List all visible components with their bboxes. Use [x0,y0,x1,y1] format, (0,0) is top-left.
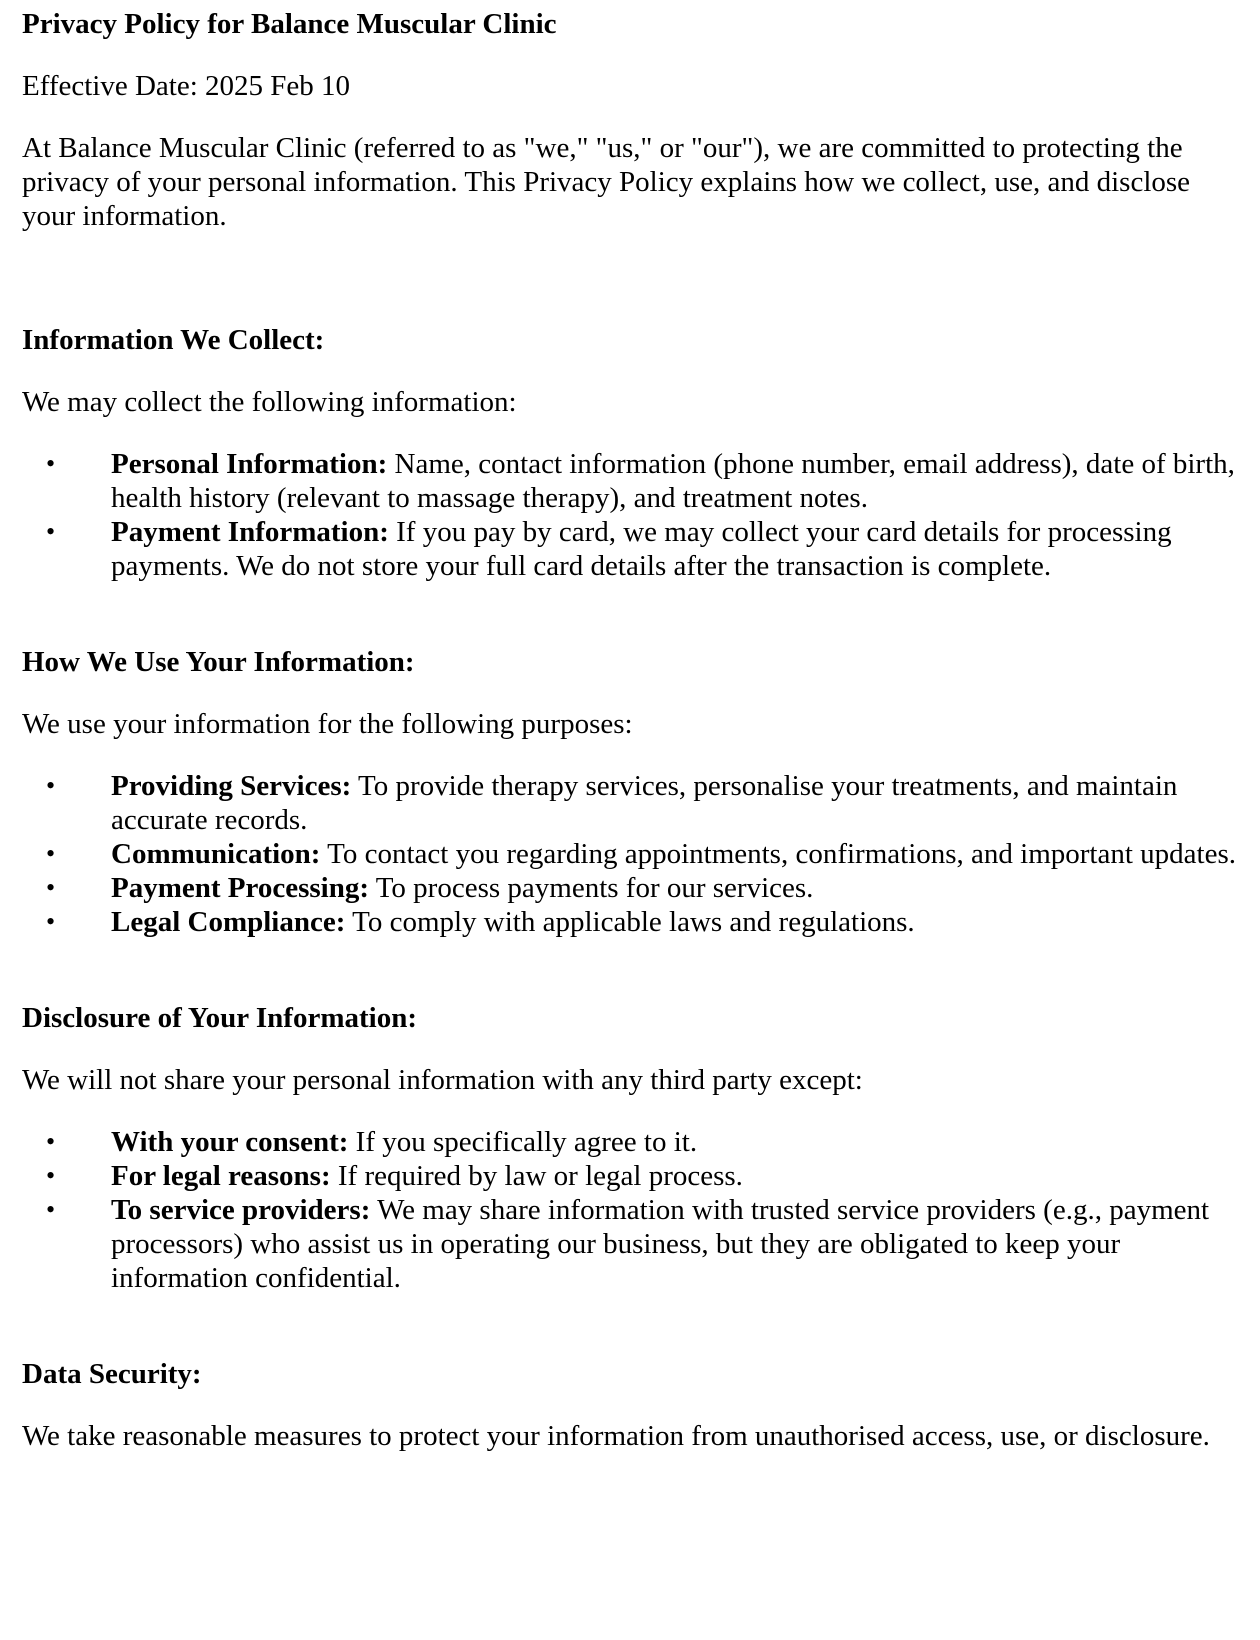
section-lead: We may collect the following information: [22,386,517,418]
list-item [22,871,1238,905]
bullet-list [22,1125,1238,1295]
section-data-security [22,1357,1238,1453]
bullet-icon: • [46,1195,56,1224]
section-how-we-use [22,645,1238,939]
list-item [22,1159,1238,1193]
bullet-icon: • [46,1127,56,1156]
list-item-term: Legal Compliance: [111,906,346,938]
list-item [22,1125,1238,1159]
bullet-list [22,769,1238,939]
list-item-text: If you pay by card, we may collect your card details for processing payments. We do not store your full card details after the transaction is complete. [111,516,1172,582]
list-item-term: With your consent: [111,1126,349,1158]
bullet-list [22,447,1238,583]
list-item-text: To contact you regarding appointments, confirmations, and important updates. [320,838,1237,870]
intro-paragraph: At Balance Muscular Clinic (referred to as "we," "us," or "our"), we are committed to protecting the privacy of your personal information. This Privacy Policy explains how we collect, use, and disclose your information. [22,132,1191,232]
section-lead: We use your information for the following purposes: [22,708,633,740]
list-item [22,515,1238,583]
section-heading: Data Security: [22,1358,202,1390]
list-item-text: To provide therapy services, personalise your treatments, and maintain accurate records. [111,770,1178,836]
bullet-icon: • [46,907,56,936]
bullet-icon: • [46,771,56,800]
page-title: Privacy Policy for Balance Muscular Clinic [22,8,557,40]
bullet-icon: • [46,449,56,478]
list-item [22,1193,1238,1295]
list-item-term: For legal reasons: [111,1160,331,1192]
list-item [22,447,1238,515]
list-item-term: Providing Services: [111,770,352,802]
list-item-text: Name, contact information (phone number, email address), date of birth, health history (relevant to massage therapy), and treatment notes. [111,448,1235,514]
list-item-text: We may share information with trusted service providers (e.g., payment processors) who assist us in operating our business, but they are obligated to keep your information confidential. [111,1194,1210,1294]
list-item [22,837,1238,871]
list-item-term: Payment Processing: [111,872,369,904]
section-lead: We take reasonable measures to protect your information from unauthorised access, use, or disclosure. [22,1420,1210,1452]
list-item-text: To process payments for our services. [369,872,814,904]
list-item-term: Payment Information: [111,516,389,548]
list-item-text: If you specifically agree to it. [348,1126,698,1158]
list-item-text: To comply with applicable laws and regulations. [345,906,915,938]
section-information-we-collect [22,323,1238,583]
list-item-text: If required by law or legal process. [330,1160,743,1192]
section-lead: We will not share your personal information with any third party except: [22,1064,863,1096]
list-item-term: Communication: [111,838,321,870]
bullet-icon: • [46,839,56,868]
bullet-icon: • [46,873,56,902]
section-heading: How We Use Your Information: [22,646,415,678]
section-heading: Disclosure of Your Information: [22,1002,417,1034]
list-item [22,769,1238,837]
section-disclosure [22,1001,1238,1295]
list-item [22,905,1238,939]
section-heading: Information We Collect: [22,324,325,356]
effective-date: Effective Date: 2025 Feb 10 [22,70,351,102]
bullet-icon: • [46,517,56,546]
bullet-icon: • [46,1161,56,1190]
list-item-term: Personal Information: [111,448,388,480]
list-item-term: To service providers: [111,1194,371,1226]
